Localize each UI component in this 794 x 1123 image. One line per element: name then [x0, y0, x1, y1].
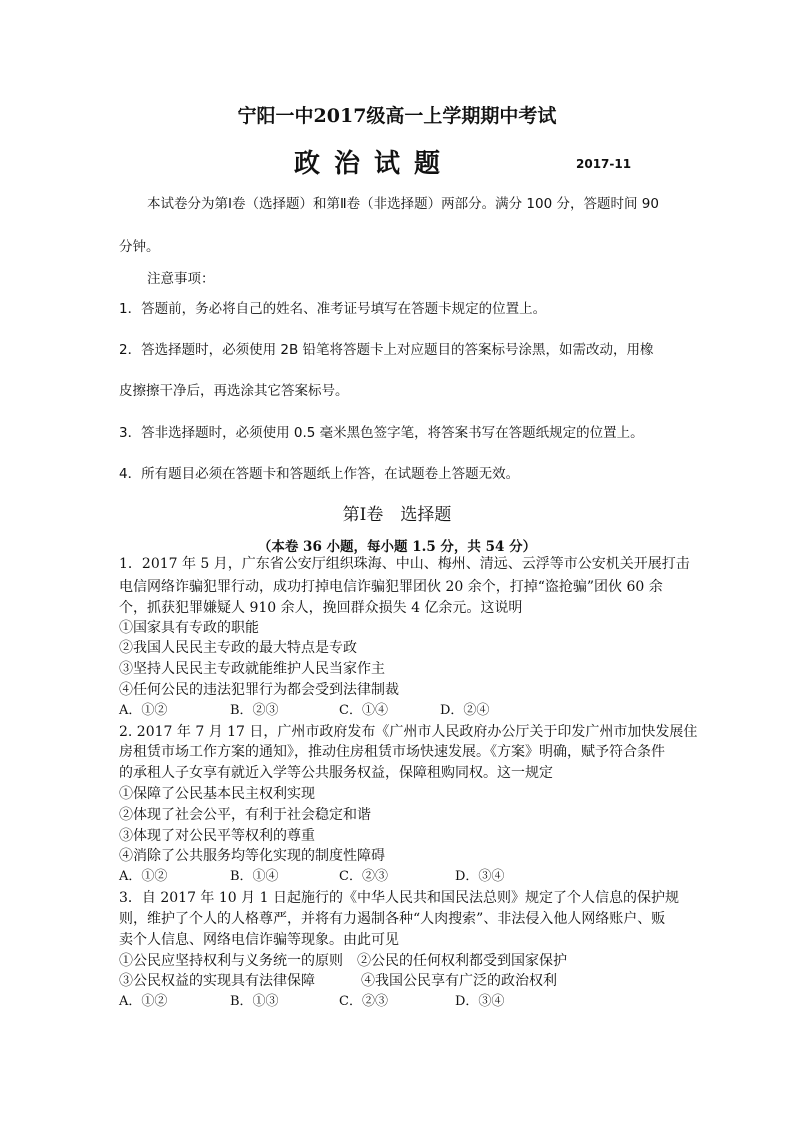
- question-2-line: 2. 2017 年 7 月 17 日，广州市政府发布《广州市人民政府办公厅关于印发广州市加快发展住: [119, 724, 698, 740]
- question-1-statement: ②我国人民民主专政的最大特点是专政: [119, 640, 357, 656]
- question-2-line: 房租赁市场工作方案的通知》，推动住房租赁市场快速发展。《方案》明确，赋予符合条件: [119, 744, 665, 760]
- option-d[interactable]: D．②④: [440, 703, 490, 718]
- note-item: 1．答题前，务必将自己的姓名、准考证号填写在答题卡规定的位置上。: [119, 301, 547, 317]
- option-a[interactable]: A．①②: [119, 994, 168, 1009]
- question-1-statement: ①国家具有专政的职能: [119, 620, 259, 636]
- option-a[interactable]: A．①②: [119, 869, 168, 884]
- question-2-statement: ④消除了公共服务均等化实现的制度性障碍: [119, 848, 385, 864]
- option-c[interactable]: C．②③: [339, 869, 388, 884]
- note-item: 3．答非选择题时，必须使用 0.5 毫米黑色签字笔，将答案书写在答题纸规定的位置上。: [119, 425, 644, 441]
- exam-date: 2017-11: [576, 157, 632, 171]
- question-3-line: 则，维护了个人的人格尊严，并将有力遏制各种“人肉搜索”、非法侵入他人网络账户、贩: [119, 911, 666, 927]
- option-c[interactable]: C．①④: [339, 703, 388, 718]
- question-1-statement: ③坚持人民民主专政就能维护人民当家作主: [119, 661, 385, 677]
- option-d[interactable]: D．③④: [455, 994, 505, 1009]
- question-1-line: 1．2017 年 5 月，广东省公安厅组织珠海、中山、梅州、清远、云浮等市公安机关开展打击: [119, 556, 690, 572]
- question-2-statement: ①保障了公民基本民主权利实现: [119, 786, 315, 802]
- option-d[interactable]: D．③④: [455, 869, 505, 884]
- section-subtitle: （本卷 36 小题，每小题 1.5 分，共 54 分）: [257, 539, 537, 555]
- option-a[interactable]: A．①②: [119, 703, 168, 718]
- question-1-line: 电信网络诈骗犯罪行动，成功打掉电信诈骗犯罪团伙 20 余个，打掉“盗抢骗”团伙 60 余: [119, 579, 663, 595]
- question-3-statement: ①公民应坚持权利与义务统一的原则: [119, 953, 343, 969]
- subject-title: 政治试题: [294, 149, 455, 179]
- section-title: 第Ⅰ卷 选择题: [342, 505, 452, 525]
- question-3-statement: ③公民权益的实现具有法律保障: [119, 973, 315, 989]
- question-3-statement: ②公民的任何权利都受到国家保护: [357, 953, 567, 969]
- question-2-statement: ②体现了社会公平，有利于社会稳定和谐: [119, 807, 371, 823]
- intro-line-1: 本试卷分为第Ⅰ卷（选择题）和第Ⅱ卷（非选择题）两部分。满分 100 分，答题时间 90: [147, 196, 659, 212]
- note-item: 皮擦擦干净后，再选涂其它答案标号。: [119, 383, 349, 399]
- option-b[interactable]: B．①④: [230, 869, 279, 884]
- question-1-statement: ④任何公民的违法犯罪行为都会受到法律制裁: [119, 682, 399, 698]
- question-3-statement: ④我国公民享有广泛的政治权利: [361, 973, 557, 989]
- option-b[interactable]: B．①③: [230, 994, 279, 1009]
- question-1-line: 个，抓获犯罪嫌疑人 910 余人，挽回群众损失 4 亿余元。这说明: [119, 600, 523, 616]
- question-2-line: 的承租人子女享有就近入学等公共服务权益，保障租购同权。这一规定: [119, 765, 553, 781]
- question-2-statement: ③体现了对公民平等权利的尊重: [119, 828, 315, 844]
- option-b[interactable]: B．②③: [230, 703, 279, 718]
- option-c[interactable]: C．②③: [339, 994, 388, 1009]
- question-3-line: 3．自 2017 年 10 月 1 日起施行的《中华人民共和国民法总则》规定了个人信息的保护规: [119, 890, 679, 906]
- notes-heading: 注意事项：: [147, 271, 215, 287]
- question-3-line: 卖个人信息、网络电信诈骗等现象。由此可见: [119, 932, 399, 948]
- intro-line-2: 分钟。: [119, 239, 160, 255]
- exam-title: 宁阳一中2017级高一上学期期中考试: [237, 105, 557, 127]
- note-item: 2．答选择题时，必须使用 2B 铅笔将答题卡上对应题目的答案标号涂黑，如需改动，用橡: [119, 342, 654, 358]
- note-item: 4．所有题目必须在答题卡和答题纸上作答，在试题卷上答题无效。: [119, 466, 520, 482]
